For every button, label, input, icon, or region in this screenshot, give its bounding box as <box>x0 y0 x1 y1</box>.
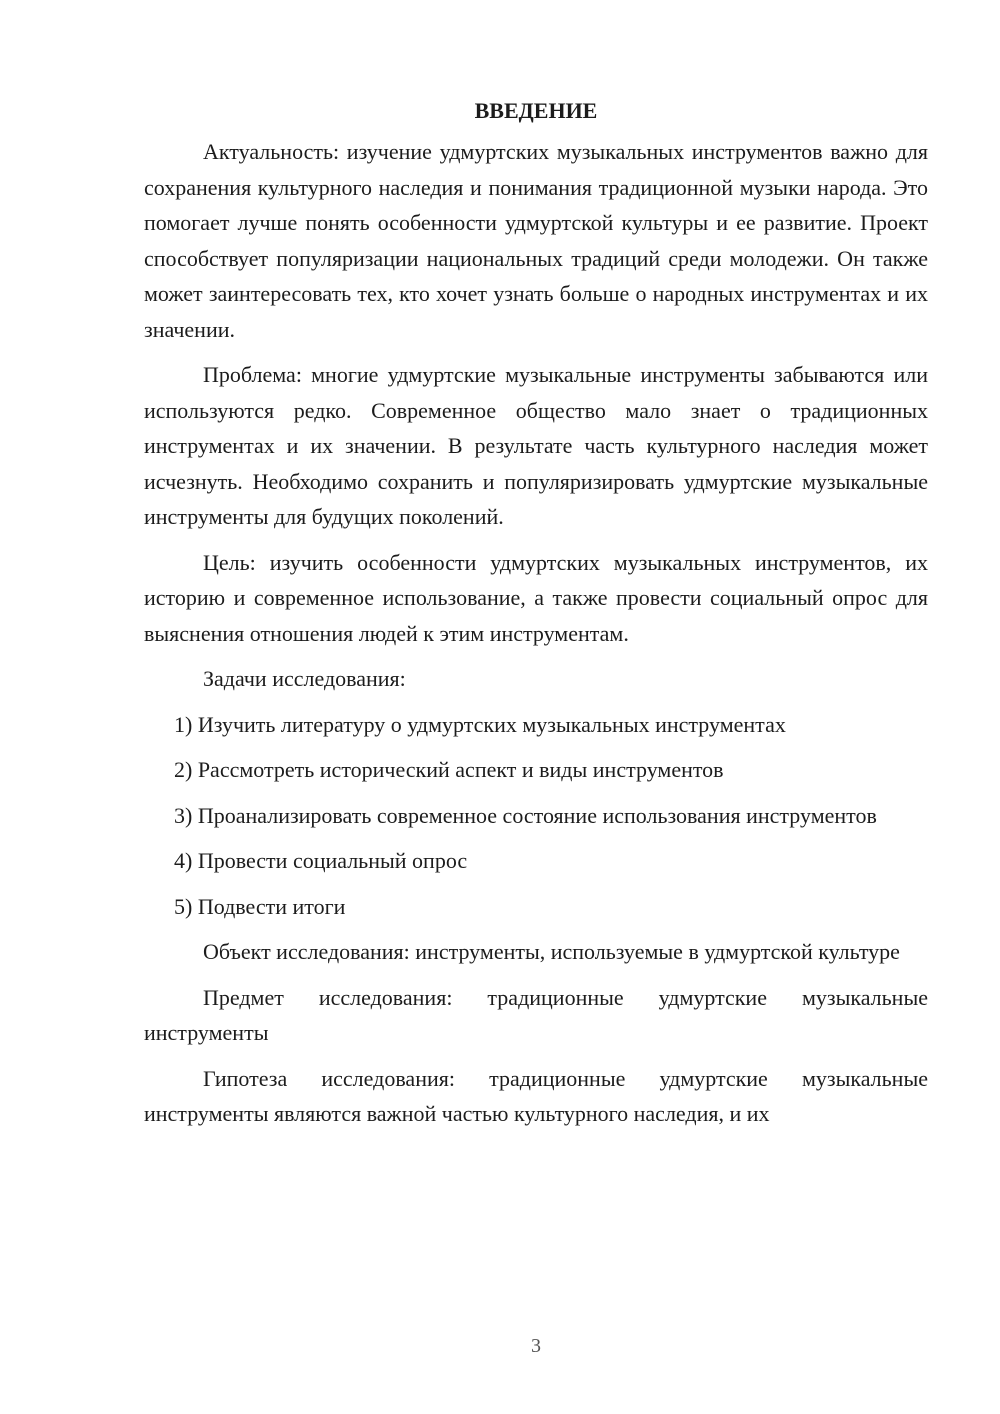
paragraph-subject: Предмет исследования: традиционные удмуртские музыкальные инструменты <box>144 984 928 1045</box>
list-item: 4) Провести социальный опрос <box>174 848 468 873</box>
tasks-title: Задачи исследования: <box>203 666 406 691</box>
paragraph-problem: Проблема: многие удмуртские музыкальные инструменты забываются или используются редко. Современное общество мало знает о традиционных инструментах и их значении. В результате часть культурного наследия может исчезнуть. Необходимо сохранить и популяризировать удмуртские музыкальные инструменты для будущих поколений. <box>144 362 928 529</box>
list-item: 3) Проанализировать современное состояние использования инструментов <box>174 802 877 828</box>
tasks-list <box>144 707 928 925</box>
section-heading: ВВЕДЕНИЕ <box>474 98 598 123</box>
paragraph-relevance: Актуальность: изучение удмуртских музыкальных инструментов важно для сохранения культурного наследия и понимания традиционной музыки народа. Это помогает лучше понять особенности удмуртской культуры и ее развитие. Проект способствует популяризации национальных традиций среди молодежи. Он также может заинтересовать тех, кто хочет узнать больше о народных инструментах и их значении. <box>144 139 928 342</box>
paragraph-object: Объект исследования: инструменты, используемые в удмуртской культуре <box>203 939 900 964</box>
document-page <box>144 96 928 1132</box>
list-item: 2) Рассмотреть исторический аспект и виды инструментов <box>174 757 724 782</box>
page-number: 3 <box>531 1335 541 1357</box>
list-item: 5) Подвести итоги <box>174 893 346 919</box>
paragraph-goal: Цель: изучить особенности удмуртских музыкальных инструментов, их историю и современное использование, а также провести социальный опрос для выяснения отношения людей к этим инструментам. <box>144 549 928 646</box>
list-item: 1) Изучить литературу о удмуртских музыкальных инструментах <box>174 711 786 737</box>
paragraph-hypothesis: Гипотеза исследования: традиционные удмуртские музыкальные инструменты являются важной частью культурного наследия, и их <box>144 1065 928 1126</box>
